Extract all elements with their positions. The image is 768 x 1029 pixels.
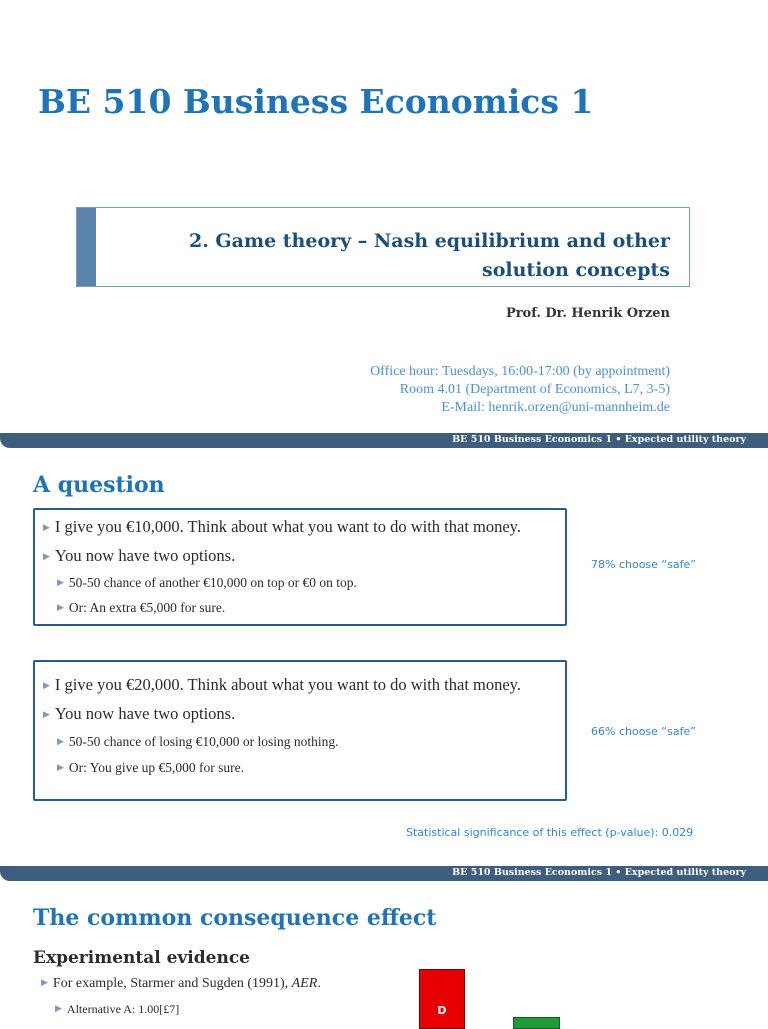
office-hour: Office hour: Tuesdays, 16:00-17:00 (by appointment) xyxy=(370,364,670,379)
footer-bar-2 xyxy=(0,866,768,881)
right-triangle-bullet-icon: ▶ xyxy=(57,602,64,612)
email: E-Mail: henrik.orzen@uni-mannheim.de xyxy=(441,400,670,415)
sub-list-item: ▶ Or: You give up €5,000 for sure. xyxy=(57,760,245,775)
list-item: ▶ I give you €10,000. Think about what you want to do with that money. xyxy=(43,517,521,536)
list-item: ▶ For example, Starmer and Sugden (1991), AER. xyxy=(41,976,321,991)
lecture-box-accent-bar xyxy=(77,208,96,286)
right-triangle-bullet-icon: ▶ xyxy=(43,522,50,532)
right-triangle-bullet-icon: ▶ xyxy=(57,577,64,587)
significance-note: Statistical significance of this effect (p-value): 0.029 xyxy=(406,826,694,839)
sub-list-item: ▶ Alternative A: 1.00[£7] xyxy=(55,1002,180,1016)
right-triangle-bullet-icon: ▶ xyxy=(55,1003,62,1013)
slide-heading-common-consequence: The common consequence effect xyxy=(33,905,437,931)
right-triangle-bullet-icon: ▶ xyxy=(57,762,64,772)
right-triangle-bullet-icon: ▶ xyxy=(43,709,50,719)
contact-info xyxy=(370,363,670,417)
room: Room 4.01 (Department of Economics, L7, 3-5) xyxy=(399,382,670,397)
lecture-title xyxy=(189,227,670,285)
result-note-2: 66% choose “safe” xyxy=(591,725,696,738)
footer-text-1: BE 510 Business Economics 1 • Expected utility theory xyxy=(452,434,746,445)
slide-heading-question: A question xyxy=(33,472,165,498)
bar-d xyxy=(419,969,465,1029)
right-triangle-bullet-icon: ▶ xyxy=(43,551,50,561)
bar-d-label: D xyxy=(437,1004,447,1017)
question-box-1 xyxy=(33,508,567,626)
course-title: BE 510 Business Economics 1 xyxy=(38,82,594,121)
lecture-title-line-2: solution concepts xyxy=(482,259,670,281)
right-triangle-bullet-icon: ▶ xyxy=(57,736,64,746)
list-item: ▶ You now have two options. xyxy=(43,704,236,723)
subheading-experimental-evidence: Experimental evidence xyxy=(33,948,250,968)
list-item: ▶ You now have two options. xyxy=(43,546,236,565)
footer-text-2: BE 510 Business Economics 1 • Expected utility theory xyxy=(452,867,746,878)
sub-list-item: ▶ 50-50 chance of another €10,000 on top or €0 on top. xyxy=(57,575,357,590)
sub-list-item: ▶ 50-50 chance of losing €10,000 or losing nothing. xyxy=(57,734,339,749)
author-name: Prof. Dr. Henrik Orzen xyxy=(505,306,670,321)
result-note-1: 78% choose “safe” xyxy=(591,558,696,571)
right-triangle-bullet-icon: ▶ xyxy=(43,680,50,690)
list-item: ▶ I give you €20,000. Think about what you want to do with that money. xyxy=(43,675,521,694)
right-triangle-bullet-icon: ▶ xyxy=(41,977,48,987)
question-box-2 xyxy=(33,660,567,801)
footer-bar-1 xyxy=(0,433,768,448)
lecture-title-box xyxy=(76,207,690,287)
sub-list-item: ▶ Or: An extra €5,000 for sure. xyxy=(57,600,226,615)
lecture-title-line-1: 2. Game theory – Nash equilibrium and other xyxy=(188,230,670,252)
bar-green xyxy=(513,1017,560,1029)
